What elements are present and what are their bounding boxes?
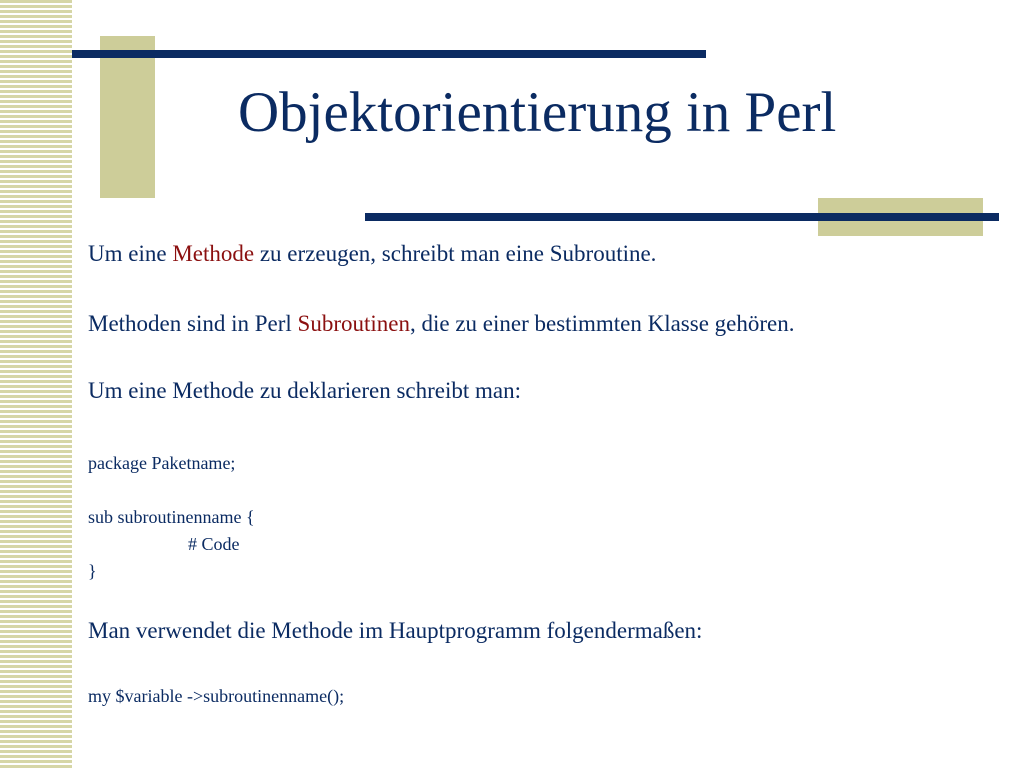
highlight-methode: Methode [172, 241, 255, 266]
code-sub-close-line: } [88, 561, 97, 581]
text-line-1-after: zu erzeugen, schreibt man eine Subroutine. [254, 241, 657, 266]
text-line-2 [88, 310, 795, 338]
code-sub-open-line: sub subroutinenname { [88, 507, 255, 527]
text-line-2-after: , die zu einer bestimmten Klasse gehören. [410, 311, 795, 336]
slide-title: Objektorientierung in Perl [238, 81, 837, 144]
text-line-4: Man verwendet die Methode im Hauptprogramm folgendermaßen: [88, 618, 703, 643]
code-package-line: package Paketname; [88, 453, 236, 473]
code-call-line: my $variable ->subroutinenname(); [88, 686, 345, 706]
text-line-1 [88, 240, 656, 268]
code-comment-line: # Code [188, 534, 240, 554]
text-line-1-before: Um eine [88, 241, 173, 266]
top-accent-bar [72, 50, 706, 58]
text-line-3: Um eine Methode zu deklarieren schreibt man: [88, 378, 522, 403]
top-accent-block [100, 36, 155, 198]
left-stripe-decoration [0, 0, 72, 768]
highlight-subroutinen: Subroutinen [297, 311, 410, 336]
text-line-2-before: Methoden sind in Perl [88, 311, 298, 336]
bottom-accent-bar [365, 213, 999, 221]
